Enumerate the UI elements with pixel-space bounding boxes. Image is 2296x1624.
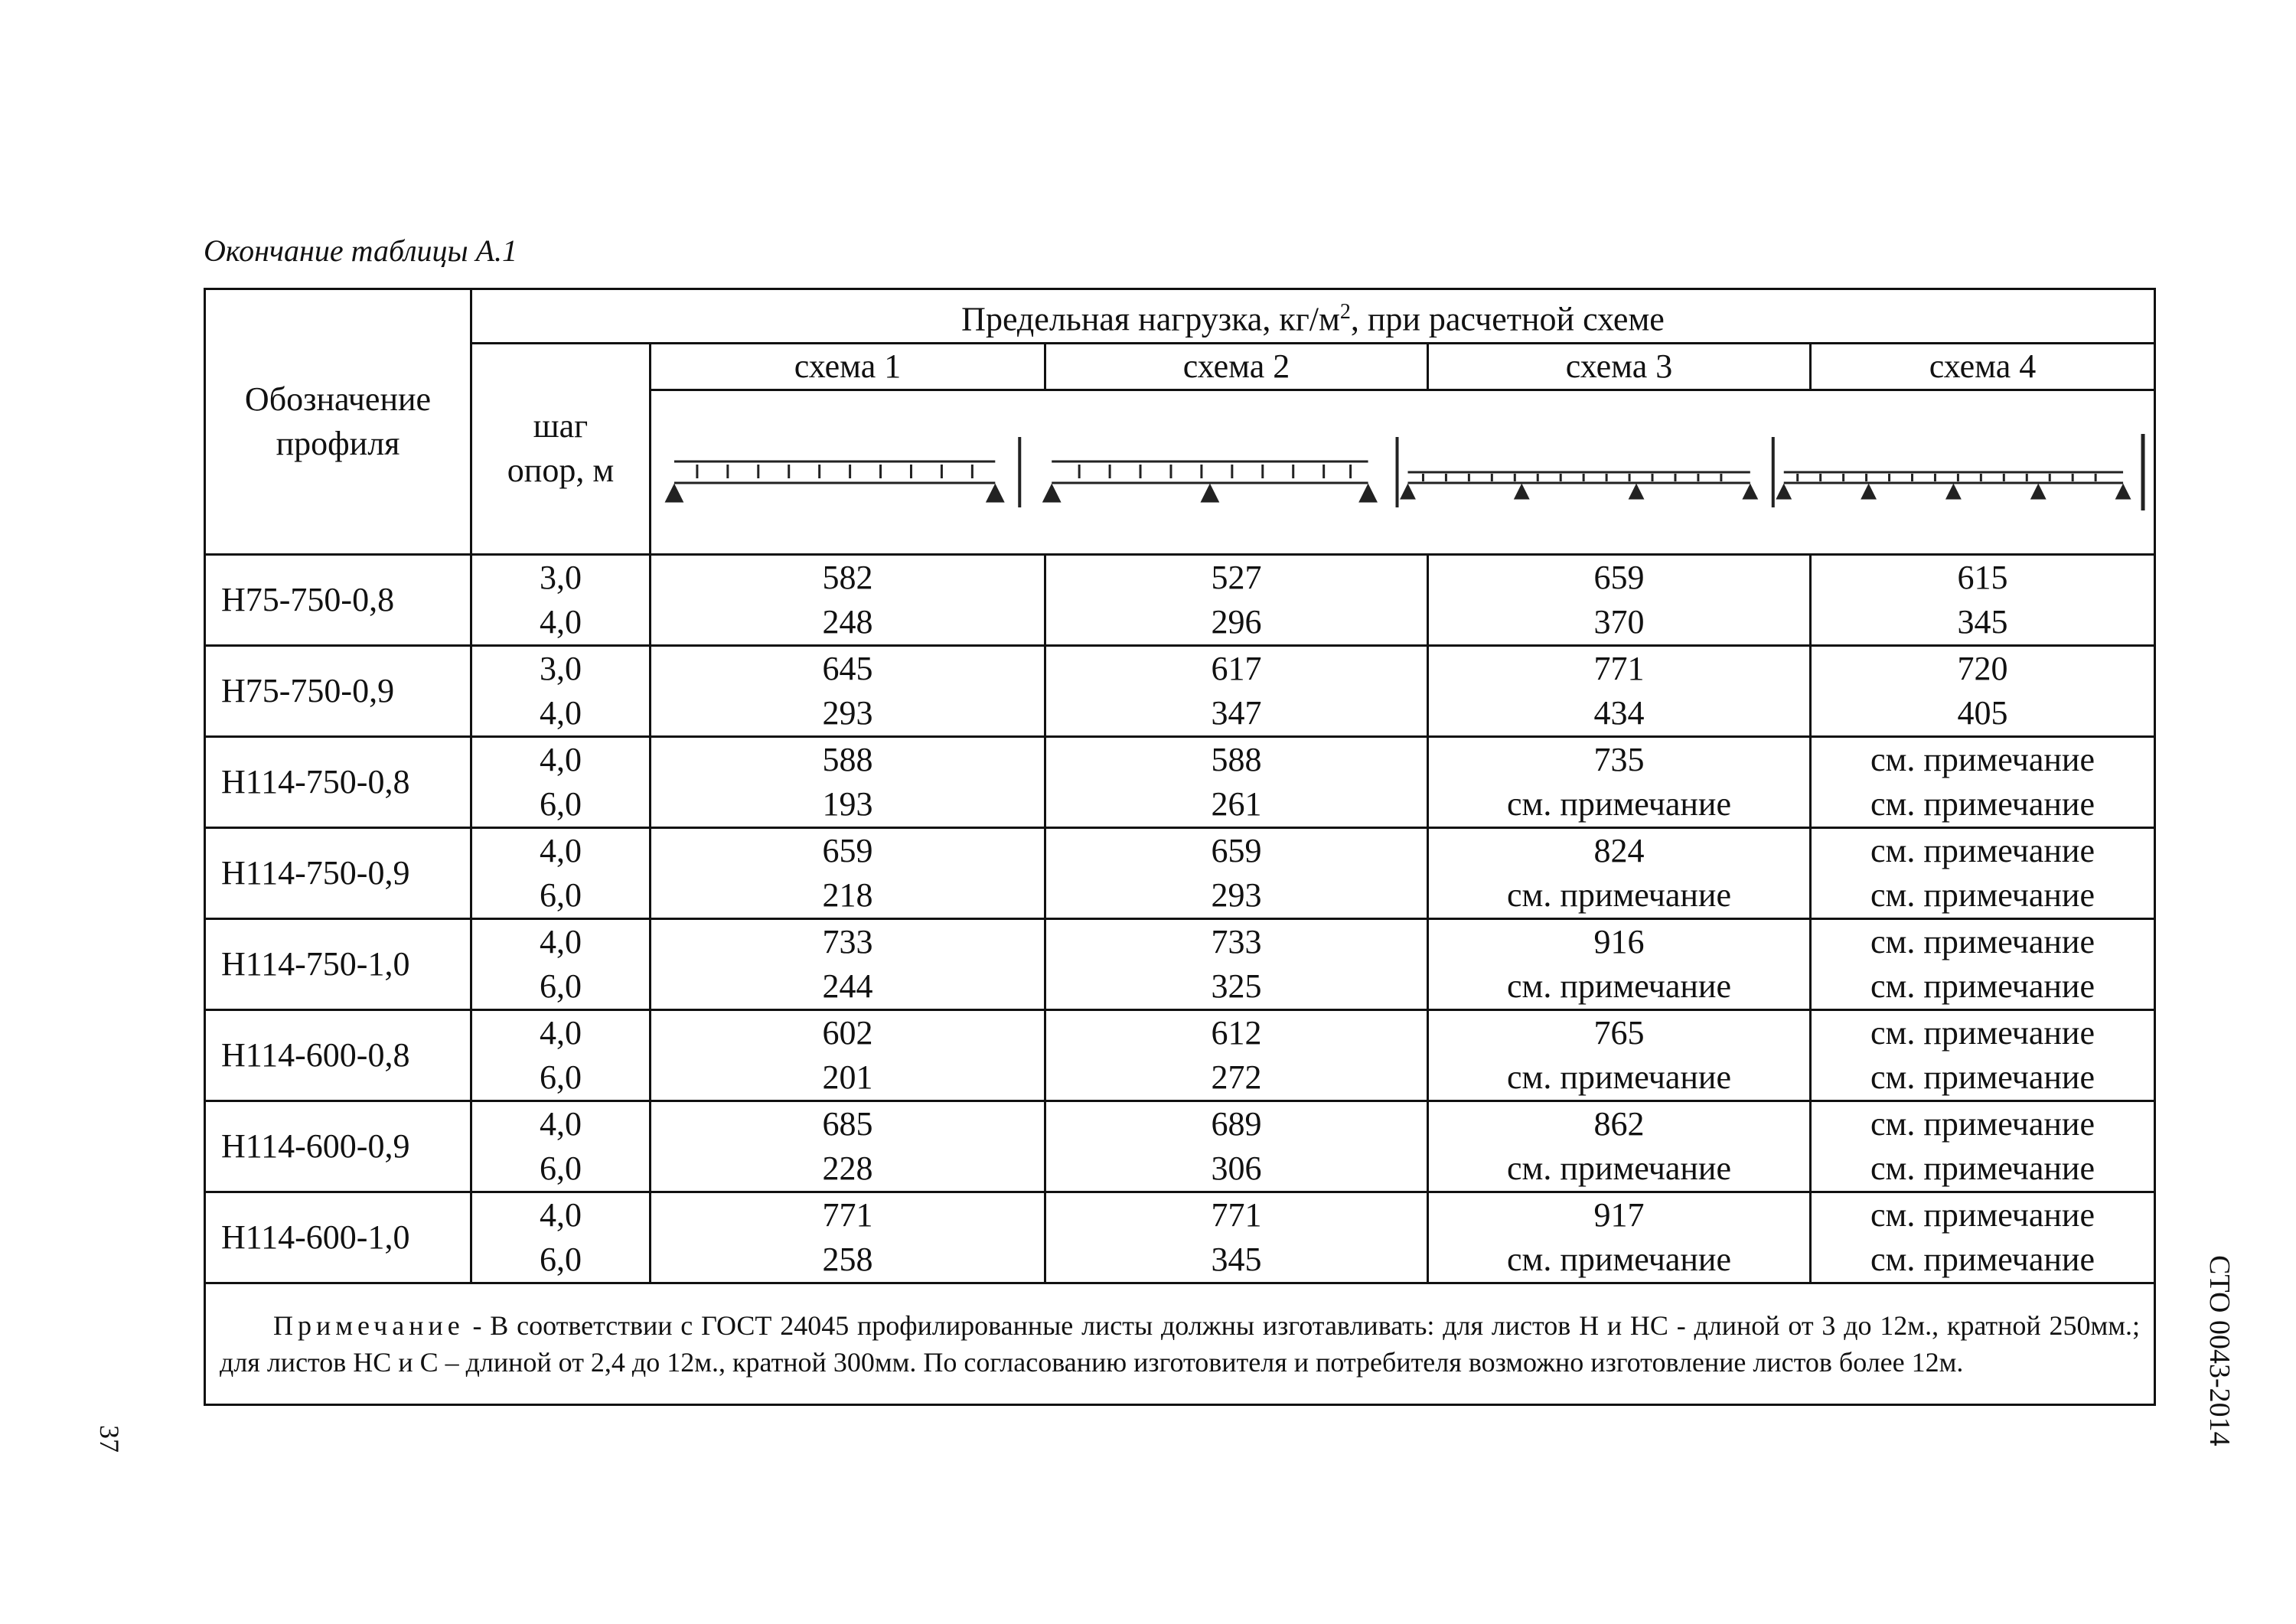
scheme-diagrams [651,390,2155,554]
table-row [205,736,2155,827]
profile-header [205,289,471,555]
profile-cell [205,554,471,645]
scheme-3-cell-value-1: 771 [1593,649,1645,687]
load-title [471,289,2155,344]
table-row [205,1101,2155,1192]
scheme-2-diagram [1044,437,1397,507]
profile-cell [205,1009,471,1101]
scheme-3-cell [1428,736,1811,827]
scheme-4-cell-value-2: см. примечание [1870,784,2095,823]
scheme-3-cell-value-2: 370 [1593,602,1645,641]
scheme-3-cell [1428,554,1811,645]
scheme-4-header: схема 4 [1811,343,2155,390]
step-cell [471,1101,651,1192]
scheme-2-cell-value-2: 345 [1211,1240,1262,1278]
profile-header-line1: Обозначение [244,380,432,418]
scheme-4-cell [1811,1101,2155,1192]
scheme-4-cell-value-1: см. примечание [1870,1195,2095,1234]
step-header-line1: шаг [533,407,589,445]
document-code: СТО 0043-2014 [2203,1255,2236,1446]
scheme-2-cell-value-1: 689 [1211,1104,1262,1143]
scheme-1-cell [651,1101,1045,1192]
scheme-4-cell [1811,554,2155,645]
scheme-1-cell [651,918,1045,1009]
profile-header-line2: профиля [276,424,400,462]
scheme-2-cell-value-1: 659 [1211,831,1262,869]
step-cell-value-2: 4,0 [540,693,582,732]
step-header [471,343,651,554]
profile-cell [205,645,471,736]
scheme-4-cell-value-1: 615 [1957,558,2008,596]
scheme-1-diagram [667,437,1019,507]
scheme-1-cell-value-1: 602 [822,1013,873,1052]
step-cell [471,918,651,1009]
scheme-2-cell-value-1: 612 [1211,1013,1262,1052]
scheme-2-cell [1045,645,1428,736]
table-row [205,1009,2155,1101]
profile-cell-value: Н114-600-1,0 [221,1218,410,1256]
step-cell-value-2: 6,0 [540,876,582,914]
profile-cell [205,1101,471,1192]
scheme-4-cell-value-2: см. примечание [1870,1058,2095,1096]
scheme-3-cell-value-2: см. примечание [1506,1058,1732,1096]
scheme-2-cell-value-2: 347 [1211,693,1262,732]
step-cell-value-2: 6,0 [540,1058,582,1096]
scheme-1-cell-value-2: 293 [822,693,873,732]
scheme-1-cell-value-1: 588 [822,740,873,778]
step-cell-value-1: 3,0 [540,649,582,687]
load-title-sup: 2 [1339,300,1351,324]
scheme-2-cell-value-2: 296 [1211,602,1262,641]
step-cell-value-1: 4,0 [540,1195,582,1234]
step-cell [471,827,651,918]
table-row [205,827,2155,918]
scheme-3-diagram [1402,437,1773,507]
scheme-1-cell-value-1: 685 [822,1104,873,1143]
table-row [205,1192,2155,1283]
scheme-4-cell [1811,645,2155,736]
scheme-2-cell [1045,1009,1428,1101]
table-note [205,1283,2155,1404]
step-cell-value-1: 3,0 [540,558,582,596]
scheme-1-cell [651,1192,1045,1283]
scheme-4-cell [1811,1009,2155,1101]
step-cell-value-1: 4,0 [540,922,582,960]
scheme-2-cell-value-2: 261 [1211,784,1262,823]
scheme-4-cell-value-1: см. примечание [1870,740,2095,778]
scheme-4-cell-value-1: см. примечание [1870,831,2095,869]
scheme-2-cell [1045,827,1428,918]
scheme-3-cell-value-2: см. примечание [1506,876,1732,914]
step-cell [471,554,651,645]
scheme-3-cell [1428,918,1811,1009]
scheme-2-cell [1045,1192,1428,1283]
scheme-1-cell-value-2: 228 [822,1149,873,1187]
scheme-3-cell [1428,827,1811,918]
step-cell-value-1: 4,0 [540,1104,582,1143]
scheme-3-header: схема 3 [1428,343,1811,390]
scheme-2-cell [1045,736,1428,827]
scheme-3-cell [1428,1009,1811,1101]
scheme-2-cell-value-2: 272 [1211,1058,1262,1096]
scheme-2-header: схема 2 [1045,343,1428,390]
scheme-3-cell-value-2: см. примечание [1506,784,1732,823]
scheme-3-cell-value-2: см. примечание [1506,967,1732,1005]
step-cell-value-1: 4,0 [540,1013,582,1052]
scheme-1-cell [651,827,1045,918]
scheme-1-cell-value-2: 258 [822,1240,873,1278]
scheme-4-cell-value-2: 345 [1957,602,2008,641]
scheme-1-cell [651,554,1045,645]
scheme-1-cell-value-2: 201 [822,1058,873,1096]
profile-cell-value: Н114-750-1,0 [221,944,410,983]
profile-cell [205,736,471,827]
scheme-4-cell-value-1: см. примечание [1870,1013,2095,1052]
scheme-1-cell [651,645,1045,736]
scheme-3-cell-value-1: 735 [1593,740,1645,778]
step-cell-value-1: 4,0 [540,831,582,869]
step-cell [471,1009,651,1101]
scheme-3-cell-value-2: 434 [1593,693,1645,732]
scheme-1-cell [651,1009,1045,1101]
scheme-1-cell-value-1: 645 [822,649,873,687]
scheme-2-cell-value-2: 293 [1211,876,1262,914]
step-cell-value-1: 4,0 [540,740,582,778]
scheme-3-cell-value-1: 765 [1593,1013,1645,1052]
scheme-3-cell [1428,1192,1811,1283]
scheme-2-cell-value-1: 527 [1211,558,1262,596]
scheme-2-cell [1045,554,1428,645]
step-header-line2: опор, м [507,452,615,490]
step-cell-value-2: 4,0 [540,602,582,641]
scheme-3-cell-value-1: 916 [1593,922,1645,960]
profile-cell-value: Н114-600-0,8 [221,1035,410,1074]
scheme-3-cell-value-1: 917 [1593,1195,1645,1234]
step-cell-value-2: 6,0 [540,967,582,1005]
scheme-4-cell-value-1: 720 [1957,649,2008,687]
scheme-2-cell-value-1: 617 [1211,649,1262,687]
step-cell [471,1192,651,1283]
scheme-2-cell-value-1: 588 [1211,740,1262,778]
page-number: 37 [94,1425,125,1453]
scheme-2-cell-value-2: 325 [1211,967,1262,1005]
note-label: Примечание [273,1309,465,1341]
load-title-suffix: , при расчетной схеме [1350,300,1665,338]
scheme-1-cell-value-2: 193 [822,784,873,823]
scheme-4-cell [1811,1192,2155,1283]
scheme-4-cell-value-1: см. примечание [1870,922,2095,960]
scheme-4-cell-value-2: см. примечание [1870,1149,2095,1187]
scheme-3-cell-value-1: 659 [1593,558,1645,596]
step-cell-value-2: 6,0 [540,1240,582,1278]
profile-cell [205,1192,471,1283]
scheme-4-diagram [1778,434,2143,510]
scheme-4-cell [1811,918,2155,1009]
scheme-3-cell-value-2: см. примечание [1506,1149,1732,1187]
scheme-3-cell [1428,1101,1811,1192]
scheme-2-cell [1045,918,1428,1009]
step-cell-value-2: 6,0 [540,784,582,823]
profile-cell [205,827,471,918]
scheme-1-cell-value-2: 218 [822,876,873,914]
scheme-4-cell-value-2: см. примечание [1870,876,2095,914]
scheme-1-cell [651,736,1045,827]
scheme-2-cell-value-1: 733 [1211,922,1262,960]
scheme-4-cell-value-2: см. примечание [1870,967,2095,1005]
step-cell [471,736,651,827]
table-row [205,554,2155,645]
load-title-prefix: Предельная нагрузка, кг/м [961,300,1340,338]
scheme-1-cell-value-1: 659 [822,831,873,869]
scheme-1-cell-value-1: 582 [822,558,873,596]
scheme-3-cell-value-1: 824 [1593,831,1645,869]
scheme-1-cell-value-1: 733 [822,922,873,960]
table-row [205,645,2155,736]
scheme-1-cell-value-2: 248 [822,602,873,641]
scheme-2-cell [1045,1101,1428,1192]
scheme-1-cell-value-1: 771 [822,1195,873,1234]
profile-cell-value: Н75-750-0,9 [221,671,395,709]
scheme-3-cell-value-1: 862 [1593,1104,1645,1143]
profile-cell [205,918,471,1009]
load-table [204,288,2156,1406]
scheme-4-cell-value-2: см. примечание [1870,1240,2095,1278]
step-cell [471,645,651,736]
profile-cell-value: Н114-600-0,9 [221,1127,410,1165]
scheme-4-cell-value-2: 405 [1957,693,2008,732]
profile-cell-value: Н114-750-0,9 [221,853,410,892]
beam-diagrams-svg [651,391,2154,553]
scheme-4-cell [1811,827,2155,918]
scheme-2-cell-value-1: 771 [1211,1195,1262,1234]
scheme-1-header: схема 1 [651,343,1045,390]
scheme-1-cell-value-2: 244 [822,967,873,1005]
scheme-4-cell-value-1: см. примечание [1870,1104,2095,1143]
table-row [205,918,2155,1009]
step-cell-value-2: 6,0 [540,1149,582,1187]
profile-cell-value: Н114-750-0,8 [221,762,410,801]
scheme-4-cell [1811,736,2155,827]
scheme-3-cell [1428,645,1811,736]
profile-cell-value: Н75-750-0,8 [221,580,395,618]
scheme-2-cell-value-2: 306 [1211,1149,1262,1187]
scheme-3-cell-value-2: см. примечание [1506,1240,1732,1278]
note-text: - В соответствии с ГОСТ 24045 профилированные листы должны изготавливать: для листов Н и НС - длиной от 3 до 12м., кратной 250мм.; для листов НС и С – длиной от 2,4 до 12м., кратной 300мм. По согласованию изготовителя и потребителя возможно изготовление листов более 12м. [220,1309,2141,1378]
table-caption: Окончание таблицы А.1 [204,233,518,268]
